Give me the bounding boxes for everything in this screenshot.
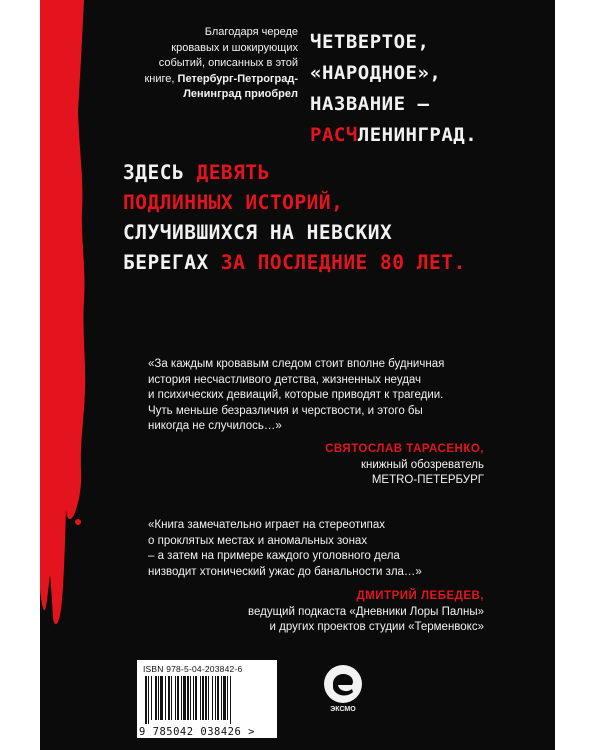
- barcode-stripe: [155, 676, 157, 720]
- intro-line: кровавых и шокирующих: [171, 41, 298, 54]
- quote-line: Чуть меньше безразличия и черствости, и этого бы: [148, 404, 423, 417]
- barcode-stripe: [208, 676, 209, 720]
- barcode-stripe: [227, 676, 228, 720]
- barcode-stripe: [175, 676, 176, 720]
- barcode-stripe: [193, 676, 194, 720]
- barcode-stripe: [160, 676, 163, 720]
- barcode-stripe: [177, 676, 179, 720]
- barcode-stripe: [195, 676, 197, 720]
- headline-word: ЛЕНИНГРАД.: [357, 124, 478, 146]
- quote-line: история несчастливого детства, жизненных неудач: [148, 373, 422, 386]
- barcode-stripe: [151, 676, 152, 720]
- blood-drip-graphic: [40, 0, 110, 750]
- barcode-stripe: [181, 676, 182, 720]
- headline-line: «НАРОДНОЕ»,: [310, 62, 442, 84]
- author-role: и других проектов студии «Терменвокс»: [269, 621, 484, 633]
- barcode-stripe: [148, 676, 149, 724]
- publisher-name: ЭКСМО: [330, 706, 356, 713]
- quote-lebedev: [148, 518, 468, 580]
- headline: [310, 27, 550, 151]
- main-red: ДЕВЯТЬ: [196, 161, 270, 184]
- author-lebedev: [248, 589, 484, 636]
- barcode-bars: [143, 676, 271, 724]
- intro-line: [105, 72, 298, 88]
- barcode-stripe: [202, 676, 204, 720]
- barcode-stripe: [168, 676, 170, 720]
- barcode-stripe: [171, 676, 172, 720]
- barcode-stripe: [200, 676, 201, 720]
- main-white: БЕРЕГАХ: [123, 251, 221, 274]
- isbn-label: ISBN 978-5-04-203842-6: [143, 664, 243, 674]
- quote-line: «За каждым кровавым следом стоит вполне будничная: [148, 358, 445, 370]
- barcode-stripe: [212, 676, 213, 720]
- headline-line: НАЗВАНИЕ –: [310, 93, 430, 115]
- intro-line-start: книге,: [144, 72, 178, 85]
- main-line: [123, 248, 523, 278]
- barcode-stripe: [215, 676, 216, 720]
- barcode-stripe: [183, 676, 186, 720]
- intro-text: [105, 25, 298, 103]
- barcode-stripe: [190, 676, 191, 720]
- author-name: ДМИТРИЙ ЛЕБЕДЕВ,: [356, 590, 484, 602]
- intro-city-last: Ленинград приобрел: [183, 88, 298, 100]
- headline-line: ЧЕТВЕРТОЕ,: [310, 31, 430, 53]
- barcode-stripe: [230, 676, 231, 724]
- main-line: [123, 158, 523, 188]
- barcode-stripe: [158, 676, 159, 720]
- headline-line: [310, 120, 550, 151]
- barcode-stripe: [205, 676, 207, 720]
- barcode-stripe: [165, 676, 166, 720]
- main-red: ЗА ПОСЛЕДНИЕ 80 ЛЕТ.: [220, 251, 466, 274]
- author-role: ведущий подкаста «Дневники Лоры Палны»: [248, 605, 484, 618]
- headline-accent: РАСЧ: [310, 124, 358, 146]
- intro-line: событий, описанных в этой: [158, 57, 298, 69]
- quote-tarasenko: [148, 357, 468, 435]
- barcode-stripe: [145, 676, 147, 724]
- quote-line: никогда не случилось…»: [148, 420, 282, 432]
- barcode-stripe: [221, 676, 222, 720]
- barcode-stripe: [223, 676, 226, 720]
- quote-line: – а затем на примере каждого уголовного дела: [148, 550, 400, 562]
- quote-line: низводит хтонический ужас до банальности зла…»: [148, 565, 422, 578]
- barcode-stripe: [187, 676, 189, 720]
- eksmo-logo-icon: [323, 664, 363, 704]
- main-line: СЛУЧИВШИХСЯ НА НЕВСКИХ: [123, 221, 393, 244]
- author-tarasenko: [325, 442, 484, 489]
- quote-line: и психических девиаций, которые приводят к трагедии.: [148, 389, 444, 401]
- author-name: СВЯТОСЛАВ ТАРАСЕНКО,: [325, 443, 484, 455]
- author-outlet: METRO-ПЕТЕРБУРГ: [371, 474, 484, 486]
- quote-line: «Книга замечательно играет на стереотипах: [148, 519, 386, 531]
- intro-city-names: Петербург-Петроград-: [177, 72, 298, 85]
- main-line: ПОДЛИННЫХ ИСТОРИЙ,: [123, 191, 344, 214]
- author-role: книжный обозреватель: [360, 458, 484, 471]
- main-white: ЗДЕСЬ: [123, 161, 197, 184]
- barcode-digits: 9 785042 038426 >: [139, 726, 255, 738]
- main-statement: [123, 158, 523, 278]
- quote-line: о проклятых местах и аномальных зонах: [148, 534, 368, 547]
- barcode-stripe: [217, 676, 219, 720]
- intro-line: Благодаря череде: [204, 26, 298, 38]
- intro-line: [105, 87, 298, 103]
